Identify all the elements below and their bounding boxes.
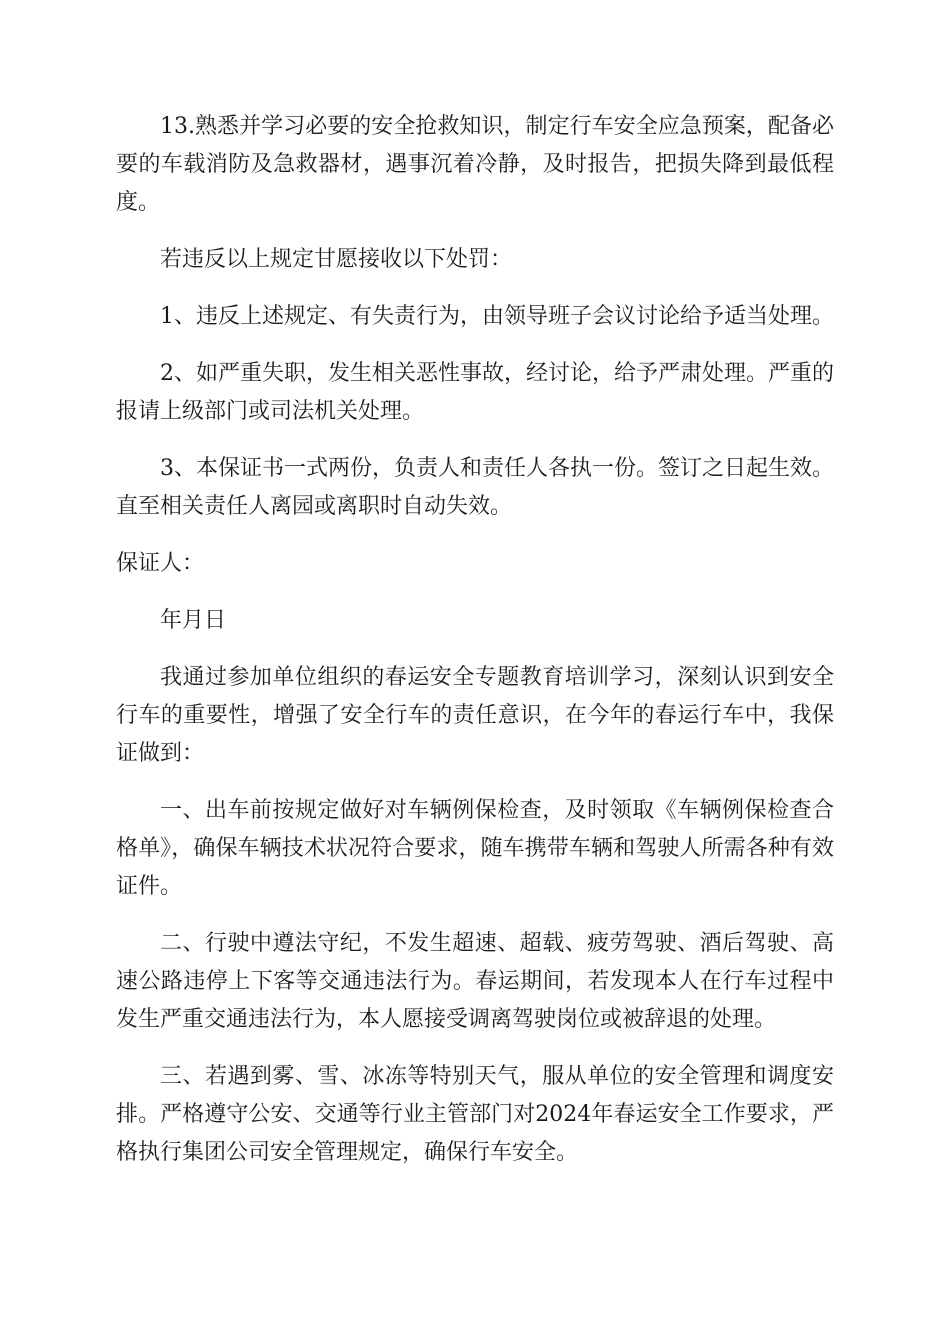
pledge-item-1: 一、出车前按规定做好对车辆例保检查，及时领取《车辆例保检查合格单》，确保车辆技术状况符合要求，随车携带车辆和驾驶人所需各种有效证件。 (116, 798, 834, 899)
guarantor-label: 保证人： (116, 551, 205, 576)
penalty-item-2: 2、如严重失职，发生相关恶性事故，经讨论，给予严肃处理。严重的报请上级部门或司法机关处理。 (116, 361, 834, 424)
penalty-item-1: 1、违反上述规定、有失责行为，由领导班子会议讨论给予适当处理。 (160, 304, 834, 329)
pledge-item-3: 三、若遇到雾、雪、冰冻等特别天气，服从单位的安全管理和调度安排。严格遵守公安、交通等行业主管部门对2024年春运安全工作要求，严格执行集团公司安全管理规定，确保行车安全。 (116, 1064, 834, 1165)
penalty-intro-paragraph: 若违反以上规定甘愿接收以下处罚： (160, 247, 513, 272)
pledge-item-2: 二、行驶中遵法守纪，不发生超速、超载、疲劳驾驶、酒后驾驶、高速公路违停上下客等交通违法行为。春运期间，若发现本人在行车过程中发生严重交通违法行为，本人愿接受调离驾驶岗位或被辞退的处理。 (116, 931, 834, 1032)
document-body (116, 108, 834, 1191)
pledge-intro-paragraph: 我通过参加单位组织的春运安全专题教育培训学习，深刻认识到安全行车的重要性，增强了安全行车的责任意识，在今年的春运行车中，我保证做到： (116, 665, 834, 766)
penalty-item-3: 3、本保证书一式两份，负责人和责任人各执一份。签订之日起生效。直至相关责任人离园或离职时自动失效。 (116, 456, 834, 519)
date-line: 年月日 (160, 608, 227, 633)
paragraph-item-13: 13.熟悉并学习必要的安全抢救知识，制定行车安全应急预案，配备必要的车载消防及急救器材，遇事沉着冷静，及时报告，把损失降到最低程度。 (116, 114, 834, 215)
